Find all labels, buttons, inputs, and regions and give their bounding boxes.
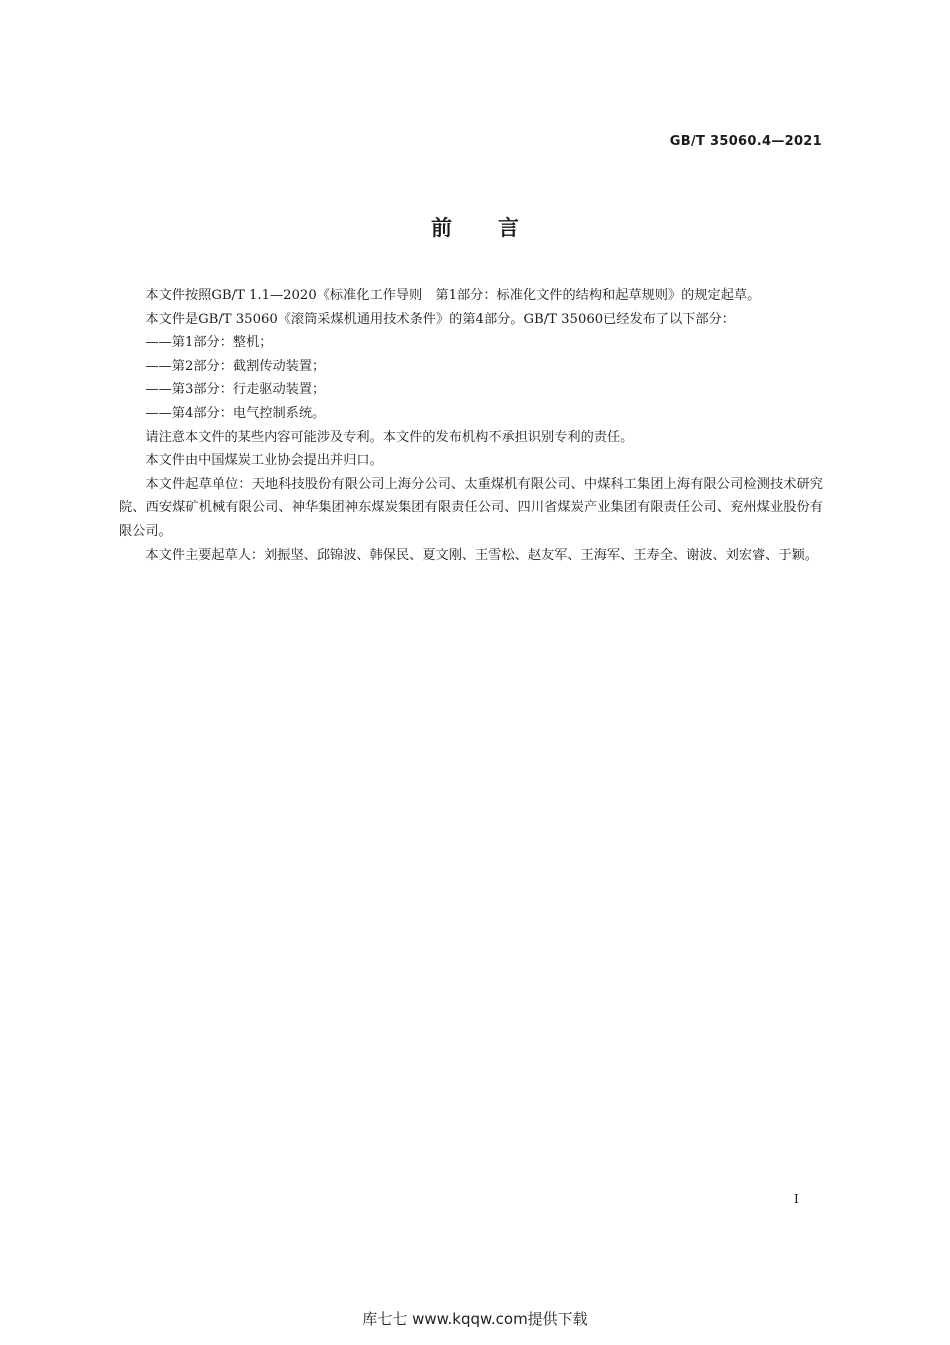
standard-number: GB/T 35060.4—2021 xyxy=(669,134,822,149)
paragraph-series-parts: 本文件是GB/T 35060《滚筒采煤机通用技术条件》的第4部分。GB/T 35060已经发布了以下部分： xyxy=(145,311,735,327)
list-item-part-1: ——第1部分：整机； xyxy=(145,335,273,351)
paragraph-patent-notice: 请注意本文件的某些内容可能涉及专利。本文件的发布机构不承担识别专利的责任。 xyxy=(145,429,634,445)
download-watermark: 库七七 www.kqqw.com提供下载 xyxy=(362,1310,588,1328)
paragraph-drafting-units: 本文件起草单位：天地科技股份有限公司上海分公司、太重煤机有限公司、中煤科工集团上海有限公司检测技术研究院、西安煤矿机械有限公司、神华集团神东煤炭集团有限责任公司、四川省煤炭产业集团有限责任公司、兖州煤业股份有限公司。 xyxy=(119,476,823,539)
paragraph-drafting-rules: 本文件按照GB/T 1.1—2020《标准化工作导则 第1部分：标准化文件的结构和起草规则》的规定起草。 xyxy=(145,288,761,303)
list-item-part-2: ——第2部分：截割传动装置； xyxy=(145,358,326,374)
page-number: I xyxy=(794,1192,799,1206)
document-body xyxy=(119,284,823,567)
list-item-part-4: ——第4部分：电气控制系统。 xyxy=(145,405,326,421)
paragraph-proposer: 本文件由中国煤炭工业协会提出并归口。 xyxy=(145,453,383,469)
page-title: 前言 xyxy=(431,216,565,240)
paragraph-drafters: 本文件主要起草人：刘振坚、邱锦波、韩保民、夏文刚、王雪松、赵友军、王海军、王寿全、谢波、刘宏睿、于颖。 xyxy=(145,547,818,563)
list-item-part-3: ——第3部分：行走驱动装置； xyxy=(145,382,326,398)
